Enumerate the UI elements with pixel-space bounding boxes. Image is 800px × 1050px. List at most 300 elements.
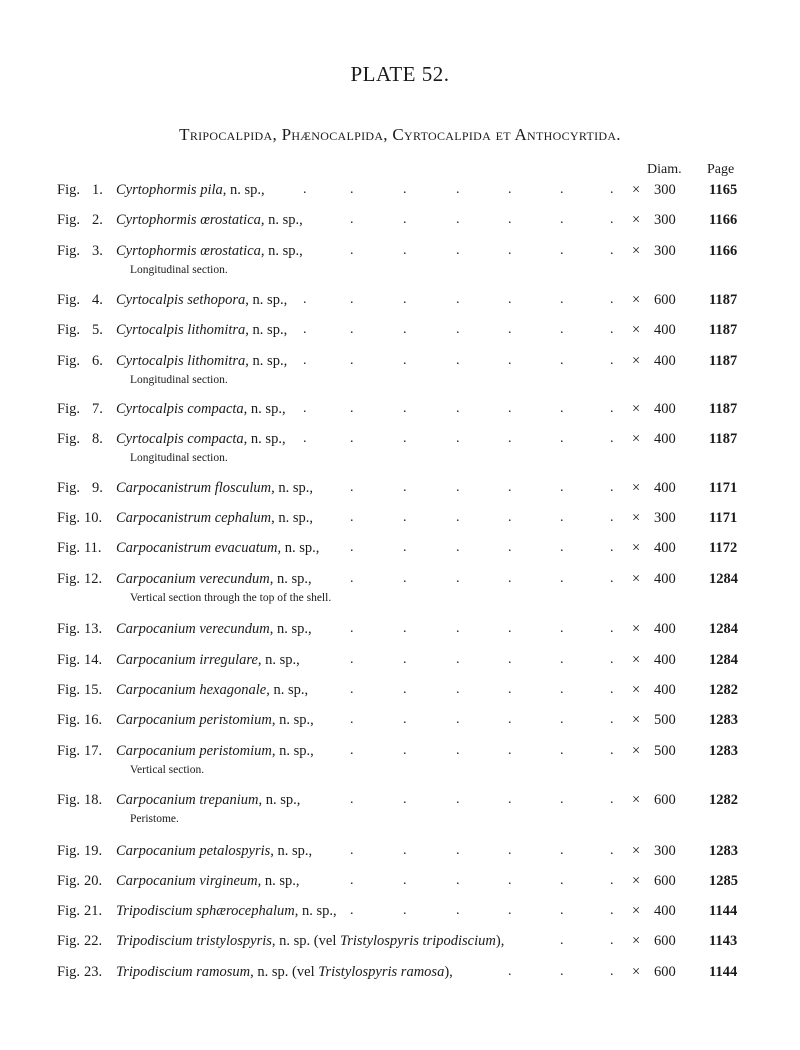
magnification-symbol: × bbox=[632, 964, 641, 980]
leader-dot: . bbox=[456, 182, 460, 197]
leader-dot: . bbox=[610, 873, 614, 888]
diameter-value: 400 bbox=[654, 322, 676, 338]
leader-dot: . bbox=[403, 621, 407, 636]
leader-dots bbox=[0, 792, 800, 814]
figure-row bbox=[0, 292, 800, 314]
species-name: Tripodiscium sphærocephalum bbox=[116, 903, 295, 919]
leader-dot: . bbox=[610, 510, 614, 525]
leader-dot: . bbox=[403, 292, 407, 307]
diameter-value: 400 bbox=[654, 571, 676, 587]
diameter-value: 300 bbox=[654, 843, 676, 859]
leader-dot: . bbox=[560, 792, 564, 807]
figure-index: 4. bbox=[91, 292, 103, 308]
figure-row bbox=[0, 212, 800, 234]
leader-dot: . bbox=[350, 843, 354, 858]
leader-dot: . bbox=[403, 682, 407, 697]
alternate-species-suffix: ), bbox=[495, 933, 505, 949]
plate-subtitle: Tripocalpida, Phænocalpida, Cyrtocalpida et Anthocyrtida. bbox=[179, 125, 621, 144]
leader-dot: . bbox=[560, 292, 564, 307]
magnification-symbol: × bbox=[632, 571, 641, 587]
leader-dot: . bbox=[350, 182, 354, 197]
leader-dot: . bbox=[610, 292, 614, 307]
species-name: Carpocanistrum cephalum bbox=[116, 510, 272, 526]
magnification-symbol: × bbox=[632, 212, 641, 228]
leader-dot: . bbox=[508, 903, 512, 918]
page-number: 1282 bbox=[709, 682, 738, 698]
figure-row bbox=[0, 353, 800, 386]
leader-dot: . bbox=[560, 843, 564, 858]
figure-label: Fig. bbox=[57, 792, 80, 808]
species-suffix: , n. sp., bbox=[277, 540, 320, 556]
leader-dots bbox=[0, 353, 800, 375]
magnification-symbol: × bbox=[632, 401, 641, 417]
magnification-symbol: × bbox=[632, 712, 641, 728]
plate-title: PLATE 52. bbox=[350, 62, 450, 86]
figure-row bbox=[0, 873, 800, 895]
leader-dot: . bbox=[560, 743, 564, 758]
leader-dot: . bbox=[350, 873, 354, 888]
leader-dots bbox=[0, 322, 800, 344]
figure-index: 14. bbox=[83, 652, 103, 668]
leader-dot: . bbox=[403, 353, 407, 368]
leader-dot: . bbox=[508, 792, 512, 807]
species-name: Cyrtocalpis compacta bbox=[116, 401, 244, 417]
leader-dot: . bbox=[403, 510, 407, 525]
figure-row bbox=[0, 322, 800, 344]
figure-row bbox=[0, 652, 800, 674]
leader-dot: . bbox=[350, 322, 354, 337]
leader-dots bbox=[0, 843, 800, 865]
leader-dot: . bbox=[456, 401, 460, 416]
species-name: Carpocanium irregulare bbox=[116, 652, 258, 668]
leader-dot: . bbox=[456, 843, 460, 858]
species-suffix: , n. sp., bbox=[245, 322, 288, 338]
leader-dot: . bbox=[403, 322, 407, 337]
diameter-value: 300 bbox=[654, 182, 676, 198]
figure-label: Fig. bbox=[57, 571, 80, 587]
leader-dots bbox=[0, 510, 800, 532]
species-name: Carpocanium verecundum bbox=[116, 621, 270, 637]
figure-note: Longitudinal section. bbox=[130, 264, 228, 276]
diameter-value: 400 bbox=[654, 431, 676, 447]
species-suffix: , n. sp., bbox=[243, 401, 286, 417]
figure-index: 16. bbox=[83, 712, 103, 728]
leader-dot: . bbox=[403, 652, 407, 667]
leader-dot: . bbox=[610, 353, 614, 368]
figure-index: 2. bbox=[91, 212, 103, 228]
species-name: Tripodiscium tristylospyris bbox=[116, 933, 272, 949]
species-suffix: , n. sp., bbox=[270, 843, 313, 859]
leader-dot: . bbox=[508, 182, 512, 197]
figure-row bbox=[0, 682, 800, 704]
leader-dot: . bbox=[508, 431, 512, 446]
leader-dot: . bbox=[456, 431, 460, 446]
page-number: 1284 bbox=[709, 571, 738, 587]
page-number: 1144 bbox=[709, 903, 738, 919]
leader-dot: . bbox=[610, 712, 614, 727]
leader-dot: . bbox=[610, 401, 614, 416]
leader-dot: . bbox=[610, 243, 614, 258]
diameter-value: 300 bbox=[654, 510, 676, 526]
leader-dots bbox=[0, 431, 800, 453]
leader-dot: . bbox=[560, 712, 564, 727]
leader-dot: . bbox=[456, 743, 460, 758]
diameter-value: 400 bbox=[654, 540, 676, 556]
figure-row bbox=[0, 743, 800, 776]
species-suffix: , n. sp., bbox=[269, 621, 312, 637]
species-suffix: , n. sp., bbox=[271, 743, 314, 759]
leader-dot: . bbox=[456, 682, 460, 697]
figure-row bbox=[0, 933, 800, 955]
leader-dot: . bbox=[303, 353, 307, 368]
leader-dot: . bbox=[560, 322, 564, 337]
leader-dot: . bbox=[350, 652, 354, 667]
page-number: 1171 bbox=[709, 510, 738, 526]
species-suffix: , n. sp., bbox=[271, 510, 313, 526]
leader-dot: . bbox=[403, 480, 407, 495]
species-suffix: , n. sp., bbox=[245, 292, 288, 308]
leader-dots bbox=[0, 964, 800, 986]
leader-dot: . bbox=[610, 182, 614, 197]
figure-label: Fig. bbox=[57, 540, 80, 556]
diameter-value: 600 bbox=[654, 964, 676, 980]
leader-dot: . bbox=[403, 792, 407, 807]
diameter-value: 600 bbox=[654, 292, 676, 308]
leader-dot: . bbox=[508, 964, 512, 979]
figure-index: 17. bbox=[83, 743, 103, 759]
figure-note: Longitudinal section. bbox=[130, 374, 228, 386]
leader-dot: . bbox=[350, 792, 354, 807]
species-suffix: , n. sp., bbox=[260, 212, 303, 228]
diameter-value: 300 bbox=[654, 243, 676, 259]
magnification-symbol: × bbox=[632, 621, 641, 637]
leader-dot: . bbox=[610, 212, 614, 227]
page-number: 1187 bbox=[709, 353, 738, 369]
leader-dots bbox=[0, 540, 800, 562]
diameter-value: 400 bbox=[654, 353, 676, 369]
diameter-value: 500 bbox=[654, 712, 676, 728]
figure-label: Fig. bbox=[57, 510, 80, 526]
leader-dot: . bbox=[403, 243, 407, 258]
figure-index: 5. bbox=[91, 322, 103, 338]
magnification-symbol: × bbox=[632, 843, 641, 859]
leader-dots bbox=[0, 212, 800, 234]
leader-dot: . bbox=[456, 243, 460, 258]
figure-index: 18. bbox=[83, 792, 103, 808]
figure-index: 11. bbox=[83, 540, 102, 556]
magnification-symbol: × bbox=[632, 322, 641, 338]
diameter-value: 300 bbox=[654, 212, 676, 228]
figure-index: 13. bbox=[83, 621, 103, 637]
page-column-header: Page bbox=[707, 162, 735, 177]
leader-dot: . bbox=[350, 903, 354, 918]
leader-dot: . bbox=[508, 540, 512, 555]
page-number: 1283 bbox=[709, 743, 738, 759]
page-number: 1283 bbox=[709, 843, 738, 859]
magnification-symbol: × bbox=[632, 431, 641, 447]
leader-dots bbox=[0, 621, 800, 643]
leader-dot: . bbox=[560, 540, 564, 555]
alternate-species-name: Tristylospyris ramosa bbox=[318, 964, 445, 980]
species-name: Cyrtocalpis sethopora bbox=[116, 292, 246, 308]
leader-dot: . bbox=[508, 353, 512, 368]
page-number: 1165 bbox=[709, 182, 738, 198]
diameter-value: 400 bbox=[654, 903, 676, 919]
leader-dot: . bbox=[350, 353, 354, 368]
leader-dot: . bbox=[508, 510, 512, 525]
species-suffix: , n. sp., bbox=[258, 792, 301, 808]
figure-label: Fig. bbox=[57, 353, 80, 369]
figure-note: Vertical section through the top of the shell. bbox=[130, 592, 332, 604]
figure-index: 19. bbox=[83, 843, 103, 859]
leader-dot: . bbox=[610, 743, 614, 758]
figure-label: Fig. bbox=[57, 682, 80, 698]
leader-dot: . bbox=[610, 843, 614, 858]
leader-dots bbox=[0, 243, 800, 265]
figure-label: Fig. bbox=[57, 712, 80, 728]
page-number: 1187 bbox=[709, 292, 738, 308]
leader-dot: . bbox=[350, 712, 354, 727]
figure-label: Fig. bbox=[57, 480, 80, 496]
leader-dot: . bbox=[456, 353, 460, 368]
leader-dot: . bbox=[350, 621, 354, 636]
leader-dot: . bbox=[303, 322, 307, 337]
figure-row bbox=[0, 903, 800, 925]
magnification-symbol: × bbox=[632, 682, 641, 698]
leader-dot: . bbox=[560, 401, 564, 416]
leader-dot: . bbox=[403, 401, 407, 416]
leader-dot: . bbox=[303, 401, 307, 416]
leader-dot: . bbox=[303, 182, 307, 197]
leader-dot: . bbox=[610, 652, 614, 667]
leader-dot: . bbox=[610, 682, 614, 697]
leader-dot: . bbox=[560, 353, 564, 368]
leader-dots bbox=[0, 903, 800, 925]
leader-dot: . bbox=[508, 480, 512, 495]
leader-dot: . bbox=[508, 322, 512, 337]
species-name: Carpocanium peristomium bbox=[116, 712, 272, 728]
figure-row bbox=[0, 712, 800, 734]
figure-label: Fig. bbox=[57, 322, 80, 338]
figure-label: Fig. bbox=[57, 621, 80, 637]
magnification-symbol: × bbox=[632, 353, 641, 369]
leader-dot: . bbox=[456, 652, 460, 667]
species-suffix: , n. sp., bbox=[257, 873, 300, 889]
leader-dot: . bbox=[560, 510, 564, 525]
leader-dot: . bbox=[456, 480, 460, 495]
leader-dot: . bbox=[610, 933, 614, 948]
leader-dot: . bbox=[350, 480, 354, 495]
leader-dot: . bbox=[456, 792, 460, 807]
leader-dot: . bbox=[456, 903, 460, 918]
leader-dot: . bbox=[350, 401, 354, 416]
leader-dot: . bbox=[403, 903, 407, 918]
figure-row bbox=[0, 510, 800, 532]
species-suffix: , n. sp., bbox=[271, 712, 314, 728]
leader-dot: . bbox=[350, 431, 354, 446]
leader-dot: . bbox=[610, 322, 614, 337]
species-name: Carpocanistrum evacuatum bbox=[116, 540, 278, 556]
leader-dot: . bbox=[456, 540, 460, 555]
species-suffix: , n. sp., bbox=[245, 353, 288, 369]
species-name: Cyrtocalpis lithomitra bbox=[116, 322, 246, 338]
figure-index: 1. bbox=[91, 182, 103, 198]
leader-dot: . bbox=[560, 571, 564, 586]
leader-dot: . bbox=[560, 621, 564, 636]
species-name: Carpocanistrum flosculum bbox=[116, 480, 272, 496]
leader-dots bbox=[0, 401, 800, 423]
leader-dot: . bbox=[610, 903, 614, 918]
leader-dot: . bbox=[560, 682, 564, 697]
page-number: 1171 bbox=[709, 480, 738, 496]
leader-dot: . bbox=[403, 743, 407, 758]
figure-row bbox=[0, 431, 800, 464]
species-name: Carpocanium verecundum bbox=[116, 571, 270, 587]
figure-row bbox=[0, 621, 800, 643]
page-number: 1187 bbox=[709, 431, 738, 447]
leader-dots bbox=[0, 292, 800, 314]
leader-dot: . bbox=[560, 933, 564, 948]
leader-dots bbox=[0, 712, 800, 734]
leader-dot: . bbox=[610, 792, 614, 807]
leader-dot: . bbox=[560, 480, 564, 495]
leader-dot: . bbox=[560, 903, 564, 918]
figure-note: Vertical section. bbox=[130, 764, 205, 776]
page-number: 1144 bbox=[709, 964, 738, 980]
page-number: 1284 bbox=[709, 621, 738, 637]
leader-dot: . bbox=[350, 292, 354, 307]
leader-dot: . bbox=[560, 873, 564, 888]
leader-dots bbox=[0, 571, 800, 593]
leader-dot: . bbox=[303, 292, 307, 307]
figure-label: Fig. bbox=[57, 431, 80, 447]
figure-label: Fig. bbox=[57, 243, 80, 259]
figure-row bbox=[0, 540, 800, 562]
species-name: Cyrtophormis pila bbox=[116, 182, 223, 198]
leader-dot: . bbox=[350, 510, 354, 525]
page-number: 1282 bbox=[709, 792, 738, 808]
magnification-symbol: × bbox=[632, 873, 641, 889]
leader-dot: . bbox=[508, 292, 512, 307]
figure-index: 12. bbox=[83, 571, 103, 587]
figure-note: Peristome. bbox=[130, 813, 179, 825]
figure-index: 21. bbox=[83, 903, 103, 919]
leader-dots bbox=[0, 480, 800, 502]
diameter-value: 400 bbox=[654, 401, 676, 417]
leader-dot: . bbox=[610, 964, 614, 979]
leader-dot: . bbox=[610, 540, 614, 555]
leader-dot: . bbox=[560, 964, 564, 979]
leader-dot: . bbox=[456, 212, 460, 227]
page-number: 1284 bbox=[709, 652, 738, 668]
page-number: 1143 bbox=[709, 933, 738, 949]
leader-dots bbox=[0, 652, 800, 674]
figure-row bbox=[0, 571, 800, 604]
figure-label: Fig. bbox=[57, 401, 80, 417]
magnification-symbol: × bbox=[632, 480, 641, 496]
magnification-symbol: × bbox=[632, 903, 641, 919]
species-name: Carpocanium peristomium bbox=[116, 743, 272, 759]
leader-dot: . bbox=[456, 322, 460, 337]
species-name: Cyrtocalpis compacta bbox=[116, 431, 244, 447]
figure-index: 9. bbox=[91, 480, 103, 496]
leader-dot: . bbox=[403, 431, 407, 446]
species-name: Carpocanium trepanium bbox=[116, 792, 259, 808]
page-number: 1285 bbox=[709, 873, 738, 889]
magnification-symbol: × bbox=[632, 792, 641, 808]
leader-dot: . bbox=[303, 431, 307, 446]
figure-row bbox=[0, 182, 800, 204]
page-number: 1187 bbox=[709, 401, 738, 417]
leader-dot: . bbox=[508, 873, 512, 888]
species-suffix: , n. sp., bbox=[294, 903, 337, 919]
figure-row bbox=[0, 964, 800, 986]
leader-dot: . bbox=[560, 431, 564, 446]
magnification-symbol: × bbox=[632, 510, 641, 526]
species-name: Cyrtocalpis lithomitra bbox=[116, 353, 246, 369]
leader-dot: . bbox=[508, 652, 512, 667]
alternate-species-name: Tristylospyris tripodiscium bbox=[339, 933, 496, 949]
leader-dot: . bbox=[456, 621, 460, 636]
magnification-symbol: × bbox=[632, 182, 641, 198]
diameter-value: 600 bbox=[654, 873, 676, 889]
figure-index: 10. bbox=[83, 510, 103, 526]
alternate-species-suffix: ), bbox=[444, 964, 453, 980]
leader-dot: . bbox=[560, 212, 564, 227]
leader-dots bbox=[0, 933, 800, 955]
species-suffix: , n. sp., bbox=[257, 652, 300, 668]
figure-label: Fig. bbox=[57, 843, 80, 859]
diameter-value: 400 bbox=[654, 652, 676, 668]
leader-dot: . bbox=[350, 571, 354, 586]
figure-row bbox=[0, 243, 800, 276]
magnification-symbol: × bbox=[632, 743, 641, 759]
magnification-symbol: × bbox=[632, 540, 641, 556]
magnification-symbol: × bbox=[632, 933, 641, 949]
leader-dot: . bbox=[403, 873, 407, 888]
species-suffix: , n. sp., bbox=[271, 480, 313, 496]
leader-dot: . bbox=[610, 571, 614, 586]
leader-dot: . bbox=[403, 182, 407, 197]
figure-row bbox=[0, 843, 800, 865]
page-number: 1172 bbox=[709, 540, 738, 556]
leader-dot: . bbox=[508, 712, 512, 727]
figure-label: Fig. bbox=[57, 873, 80, 889]
species-suffix: , n. sp., bbox=[243, 431, 286, 447]
leader-dot: . bbox=[610, 480, 614, 495]
leader-dot: . bbox=[403, 571, 407, 586]
leader-dots bbox=[0, 682, 800, 704]
figure-label: Fig. bbox=[57, 292, 80, 308]
species-suffix: , n. sp., bbox=[269, 571, 312, 587]
leader-dot: . bbox=[508, 401, 512, 416]
leader-dot: . bbox=[403, 843, 407, 858]
diameter-value: 600 bbox=[654, 792, 676, 808]
magnification-symbol: × bbox=[632, 243, 641, 259]
figure-label: Fig. bbox=[57, 903, 80, 919]
species-name: Carpocanium virgineum bbox=[116, 873, 258, 889]
species-suffix: , n. sp. (vel bbox=[271, 933, 340, 949]
magnification-symbol: × bbox=[632, 292, 641, 308]
figure-label: Fig. bbox=[57, 933, 80, 949]
species-suffix: , n. sp., bbox=[222, 182, 265, 198]
page-number: 1166 bbox=[709, 243, 738, 259]
leader-dots bbox=[0, 743, 800, 765]
figure-row bbox=[0, 792, 800, 825]
diameter-value: 500 bbox=[654, 743, 676, 759]
leader-dot: . bbox=[508, 743, 512, 758]
leader-dot: . bbox=[456, 873, 460, 888]
